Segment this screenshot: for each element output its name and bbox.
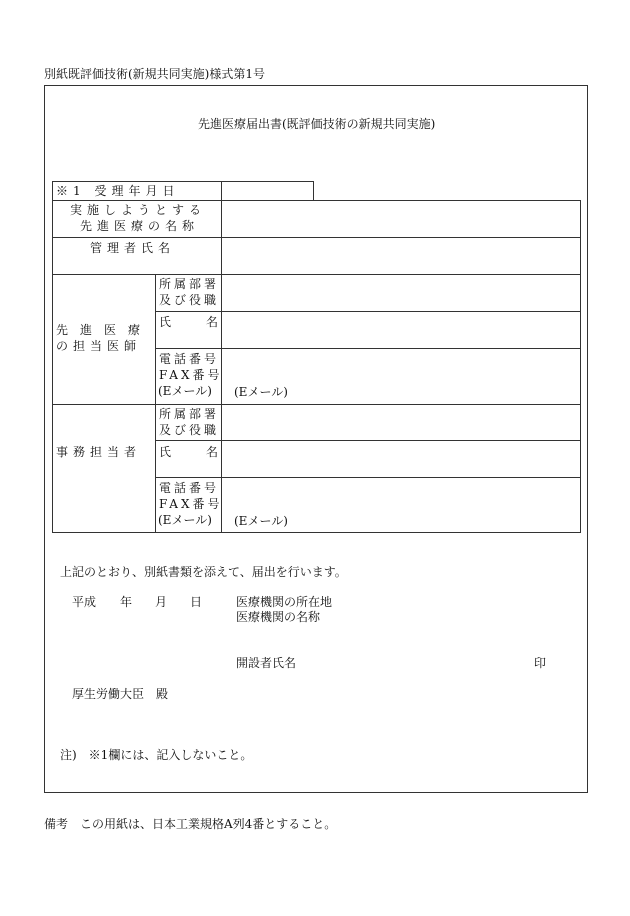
- doctor-email-value-label: (Eメール): [234, 385, 288, 399]
- date-month: 月: [155, 595, 168, 609]
- tech-name-label-1: 実施しようとする: [70, 203, 207, 217]
- remark: 備考 この用紙は、日本工業規格A列4番とすること。: [44, 817, 337, 831]
- form-id: 別紙既評価技術(新規共同実施)様式第1号: [44, 67, 265, 81]
- doctor-contact-field[interactable]: [222, 349, 580, 403]
- doctor-group-label-1: 先 進 医 療: [56, 323, 141, 337]
- clerk-fax-label: FAX番号: [159, 497, 223, 511]
- doctor-name-label-2: 名: [206, 315, 219, 329]
- doctor-dept-label-2: 及び役職: [159, 293, 220, 307]
- tech-name-label-2: 先進医療の名称: [80, 219, 200, 233]
- note: 注) ※1欄には、記入しないこと。: [60, 748, 253, 762]
- clerk-phone-label: 電話番号: [159, 481, 220, 495]
- doctor-email-label: (Eメール): [158, 384, 212, 398]
- receipt-date-field[interactable]: [222, 182, 313, 200]
- clerk-dept-field[interactable]: [222, 405, 580, 439]
- date-era: 平成: [72, 595, 97, 609]
- clerk-dept-label-1: 所属部署: [159, 407, 220, 421]
- clerk-contact-field[interactable]: [222, 478, 580, 532]
- date-day: 日: [190, 595, 203, 609]
- addressee: 厚生労働大臣 殿: [72, 687, 169, 701]
- institution-address-label: 医療機関の所在地: [236, 595, 333, 609]
- clerk-name-label-2: 名: [206, 445, 219, 459]
- clerk-name-label-1: 氏: [159, 445, 172, 459]
- doctor-group-label-2: の担当医師: [56, 339, 142, 353]
- statement: 上記のとおり、別紙書類を添えて、届出を行います。: [60, 565, 347, 579]
- clerk-group-label: 事務担当者: [56, 445, 142, 459]
- manager-name-field[interactable]: [222, 238, 580, 273]
- doctor-phone-label: 電話番号: [159, 352, 220, 366]
- clerk-email-value-label: (Eメール): [234, 514, 288, 528]
- date-year: 年: [120, 595, 133, 609]
- subcolumn-divider: [155, 274, 156, 533]
- seal-label: 印: [534, 656, 547, 670]
- doctor-name-field[interactable]: [222, 312, 580, 347]
- doctor-name-label-1: 氏: [159, 315, 172, 329]
- receipt-date-label: ※1 受理年月日: [56, 184, 180, 198]
- clerk-name-field[interactable]: [222, 441, 580, 476]
- institution-name-label: 医療機関の名称: [236, 610, 321, 624]
- clerk-email-label: (Eメール): [158, 513, 212, 527]
- clerk-dept-label-2: 及び役職: [159, 423, 220, 437]
- doctor-dept-field[interactable]: [222, 275, 580, 310]
- doctor-dept-label-1: 所属部署: [159, 277, 220, 291]
- founder-name-label: 開設者氏名: [236, 656, 297, 670]
- manager-label: 管理者氏名: [90, 241, 176, 255]
- doctor-fax-label: FAX番号: [159, 368, 223, 382]
- form-title: 先進医療届出書(既評価技術の新規共同実施): [198, 117, 436, 131]
- tech-name-field[interactable]: [222, 201, 580, 236]
